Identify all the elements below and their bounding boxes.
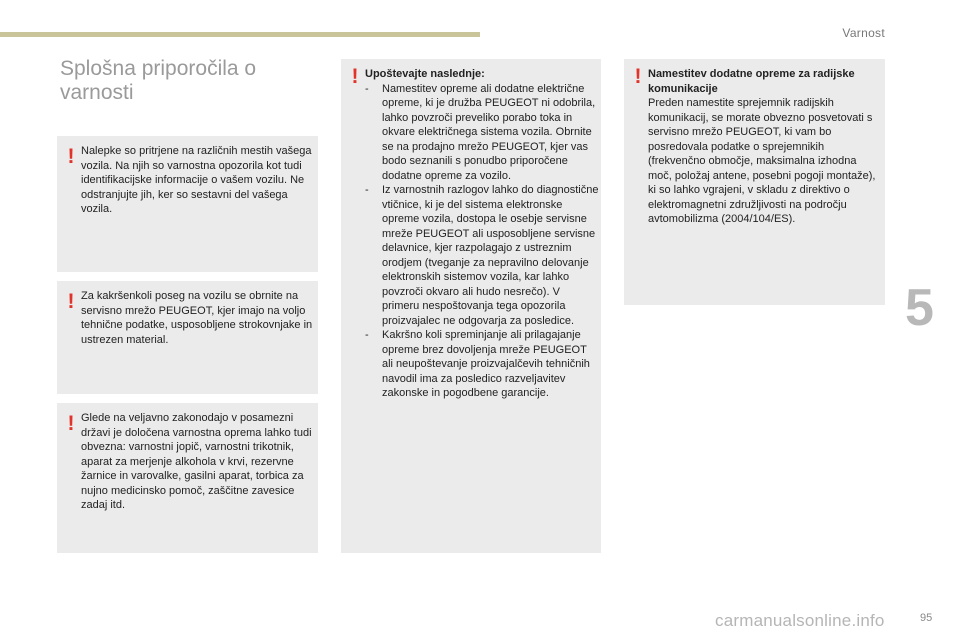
warning-text-consider [365, 67, 599, 401]
warning-box-legislation [57, 403, 318, 553]
warning-icon: ! [67, 290, 75, 313]
header-accent-bar [0, 32, 480, 37]
consider-list [365, 82, 599, 401]
warning-box-labels [57, 136, 318, 272]
warning-icon: ! [67, 145, 75, 168]
chapter-number: 5 [905, 279, 934, 337]
box-body: Preden namestite sprejemnik radijskih komunikacij, se morate obvezno posvetovati s servisno mrežo PEUGEOT, ki vam bo posredovala podatke o sprejemnikih (frekvenčno območje, maksimalna izhodna moč, položaj antene, posebni pogoji montaže), ki so lahko vgrajeni, v skladu z direktivo o elektromagnetni združljivosti na področju avtomobilizma (2004/104/ES). [648, 97, 876, 225]
section-name: Varnost [842, 26, 885, 40]
list-item: - Iz varnostnih razlogov lahko do diagnostične vtičnice, ki je del sistema elektronske opreme vozila, dostopa le osebje servisne mreže PEUGEOT ali usposobljene servisne delavnice, kjer razpolagajo z ustreznim orodjem (tveganje za nepravilno delovanje elektronskih sistemov vozila, kar lahko povzroči okvaro ali hudo nesrečo). V primeru nespoštovanja tega opozorila proizvajalec ne odgovarja za posledice. [365, 184, 599, 327]
warning-icon: ! [67, 412, 75, 435]
list-dash: - [365, 82, 369, 95]
list-item: - Kakršno koli spreminjanje ali prilagajanje opreme brez dovoljenja mreže PEUGEOT ali neupoštevanje proizvajalčevih tehničnih navodil ima za posledico razveljavitev zakonske in pogodbene garancije. [365, 329, 590, 399]
warning-text-labels: Nalepke so pritrjene na različnih mestih vašega vozila. Na njih so varnostna opozorila kot tudi identifikacijske informacije o vašem vozilu. Ne odstranjujte jih, ker so sestavni del vašega vozila. [81, 145, 312, 215]
warning-box-service [57, 281, 318, 394]
list-dash: - [365, 329, 369, 341]
warning-box-radio [624, 59, 885, 305]
warning-box-consider [341, 59, 601, 553]
box-title: Namestitev dodatne opreme za radijske komunikacije [648, 68, 855, 95]
page-title: Splošna priporočila o varnosti [60, 57, 257, 104]
list-dash: - [365, 184, 369, 196]
box-title: Upoštevajte naslednje: [365, 68, 485, 80]
page-number: 95 [920, 612, 933, 624]
list-item: - Namestitev opreme ali dodatne električne opreme, ki je družba PEUGEOT ni odobrila, lahko povzroči preveliko porabo toka in okvare električnega sistema vozila. Obrnite se na prodajno mrežo PEUGEOT, kjer vas bodo seznanili s ponudbo priporočene dodatne opreme za vozilo. [365, 82, 596, 182]
warning-icon: ! [351, 65, 359, 88]
watermark: carmanualsonline.info [715, 611, 885, 630]
warning-text-service: Za kakršenkoli poseg na vozilu se obrnite na servisno mrežo PEUGEOT, kjer imajo na voljo tehnične podatke, usposobljene strokovnjake in ustrezen material. [81, 290, 313, 346]
warning-icon: ! [634, 65, 642, 88]
warning-text-radio [648, 67, 882, 227]
warning-text-legislation: Glede na veljavno zakonodajo v posamezni državi je določena varnostna oprema lahko tudi obvezna: varnostni jopič, varnostni trikotnik, aparat za merjenje alkohola v krvi, rezervne žarnice in varovalke, gasilni aparat, torbica za nujno medicinsko pomoč, zaščitne zavesice zadaj itd. [81, 412, 312, 511]
